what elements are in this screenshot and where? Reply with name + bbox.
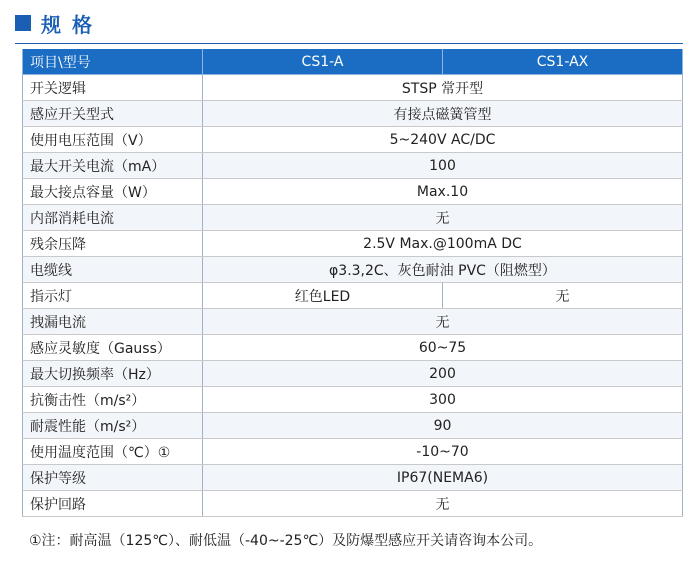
row-label: 抗衡击性（m/s²）	[23, 387, 203, 413]
table-row	[23, 127, 683, 153]
table-row	[23, 153, 683, 179]
row-label: 保护回路	[23, 491, 203, 517]
header-cs1-ax: CS1-AX	[443, 49, 683, 75]
title-divider	[15, 43, 683, 44]
header-item-model: 项目\型号	[23, 49, 203, 75]
row-value: IP67(NEMA6)	[203, 465, 683, 491]
table-row	[23, 361, 683, 387]
row-label: 指示灯	[23, 283, 203, 309]
row-value: φ3.3,2C、灰色耐油 PVC（阻燃型）	[203, 257, 683, 283]
row-value: 60~75	[203, 335, 683, 361]
row-label: 感应灵敏度（Gauss）	[23, 335, 203, 361]
table-row	[23, 205, 683, 231]
footnote: ①注：耐高温（125℃）、耐低温（-40~-25℃）及防爆型感应开关请咨询本公司。	[29, 533, 543, 549]
row-value-cs1-ax: 无	[443, 283, 683, 309]
row-label: 拽漏电流	[23, 309, 203, 335]
row-value: Max.10	[203, 179, 683, 205]
table-row	[23, 491, 683, 517]
row-value: 无	[203, 309, 683, 335]
row-value: 200	[203, 361, 683, 387]
row-value: 有接点磁簧管型	[203, 101, 683, 127]
table-row	[23, 309, 683, 335]
section-title: 规 格	[41, 12, 94, 37]
row-value: 300	[203, 387, 683, 413]
table-row	[23, 387, 683, 413]
row-value: STSP 常开型	[203, 75, 683, 101]
table-header-row	[23, 49, 683, 75]
row-label: 保护等级	[23, 465, 203, 491]
row-label: 感应开关型式	[23, 101, 203, 127]
table-row	[23, 101, 683, 127]
row-value: -10~70	[203, 439, 683, 465]
header-cs1-a: CS1-A	[203, 49, 443, 75]
row-label: 开关逻辑	[23, 75, 203, 101]
row-value: 无	[203, 205, 683, 231]
table-row	[23, 465, 683, 491]
row-label: 耐震性能（m/s²）	[23, 413, 203, 439]
title-square-icon	[15, 15, 31, 31]
table-row	[23, 413, 683, 439]
table-row	[23, 283, 683, 309]
table-row	[23, 439, 683, 465]
table-row	[23, 75, 683, 101]
row-value: 2.5V Max.@100mA DC	[203, 231, 683, 257]
row-label: 使用温度范围（℃）①	[23, 439, 203, 465]
row-label: 最大开关电流（mA）	[23, 153, 203, 179]
row-value-cs1-a: 红色LED	[203, 283, 443, 309]
row-value: 无	[203, 491, 683, 517]
row-label: 最大切换频率（Hz）	[23, 361, 203, 387]
row-label: 电缆线	[23, 257, 203, 283]
row-label: 使用电压范围（V）	[23, 127, 203, 153]
row-value: 5~240V AC/DC	[203, 127, 683, 153]
row-label: 最大接点容量（W）	[23, 179, 203, 205]
row-label: 残余压降	[23, 231, 203, 257]
spec-table	[22, 49, 683, 517]
table-row	[23, 257, 683, 283]
table-row	[23, 179, 683, 205]
table-row	[23, 231, 683, 257]
row-value: 90	[203, 413, 683, 439]
row-label: 内部消耗电流	[23, 205, 203, 231]
table-row	[23, 335, 683, 361]
section-header	[15, 8, 94, 38]
row-value: 100	[203, 153, 683, 179]
